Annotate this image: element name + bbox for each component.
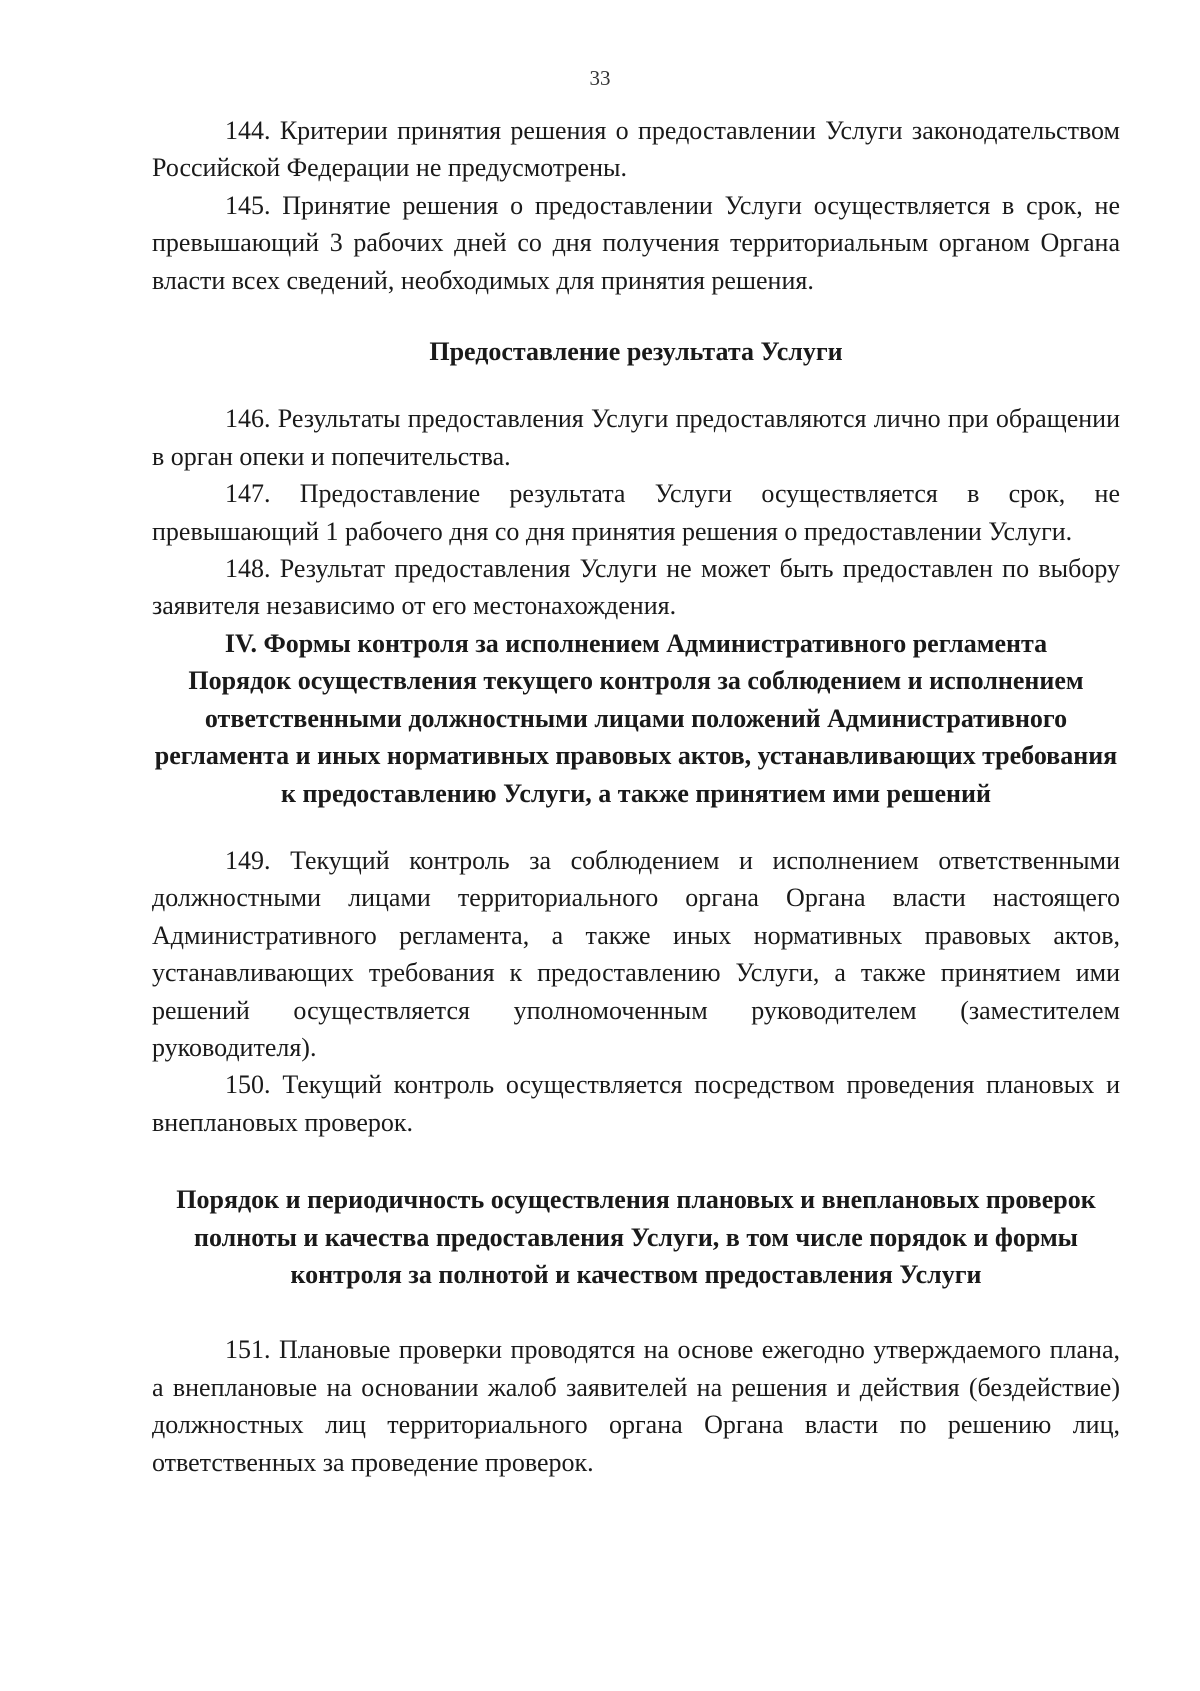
current-control-subtitle: Порядок осуществления текущего контроля за соблюдением и исполнением ответственными должностными лицами положений Административного регламента и иных нормативных правовых актов, устанавливающих требования к предоставлению Услуги, а также принятием ими решений [154,666,1118,808]
document-body [152,112,1120,1481]
heading-result-provision: Предоставление результата Услуги [429,337,843,367]
paragraph-145: 145. Принятие решения о предоставлении Услуги осуществляется в срок, не превышающий 3 рабочих дней со дня получения территориальным органом Органа власти всех сведений, необходимых для принятия решения. [152,190,1120,295]
section-iv-title: IV. Формы контроля за исполнением Административного регламента [224,628,1048,658]
paragraph-151: 151. Плановые проверки проводятся на основе ежегодно утверждаемого плана, а внеплановые на основании жалоб заявителей на решения и действия (бездействие) должностных лиц территориального органа Органа власти по решению лиц, ответственных за проведение проверок. [152,1335,1120,1477]
paragraph-147: 147. Предоставление результата Услуги осуществляется в срок, не превышающий 1 рабочего дня со дня принятия решения о предоставлении Услуги. [152,479,1120,546]
page-number: 33 [589,66,611,90]
paragraph-144: 144. Критерии принятия решения о предоставлении Услуги законодательством Российской Федерации не предусмотрены. [152,116,1120,183]
paragraph-148: 148. Результат предоставления Услуги не может быть предоставлен по выбору заявителя независимо от его местонахождения. [152,554,1120,621]
heading-section-iv [152,625,1120,812]
paragraph-150: 150. Текущий контроль осуществляется посредством проведения плановых и внеплановых проверок. [152,1070,1120,1137]
heading-inspection-order: Порядок и периодичность осуществления плановых и внеплановых проверок полноты и качества предоставления Услуги, в том числе порядок и формы контроля за полнотой и качеством предоставления Услуги [176,1185,1096,1289]
paragraph-149: 149. Текущий контроль за соблюдением и исполнением ответственными должностными лицами территориального органа Органа власти настоящего Административного регламента, а также иных нормативных правовых актов, устанавливающих требования к предоставлению Услуги, а также принятием ими решений осуществляется уполномоченным руководителем (заместителем руководителя). [152,845,1120,1062]
paragraph-146: 146. Результаты предоставления Услуги предоставляются лично при обращении в орган опеки и попечительства. [152,404,1120,471]
